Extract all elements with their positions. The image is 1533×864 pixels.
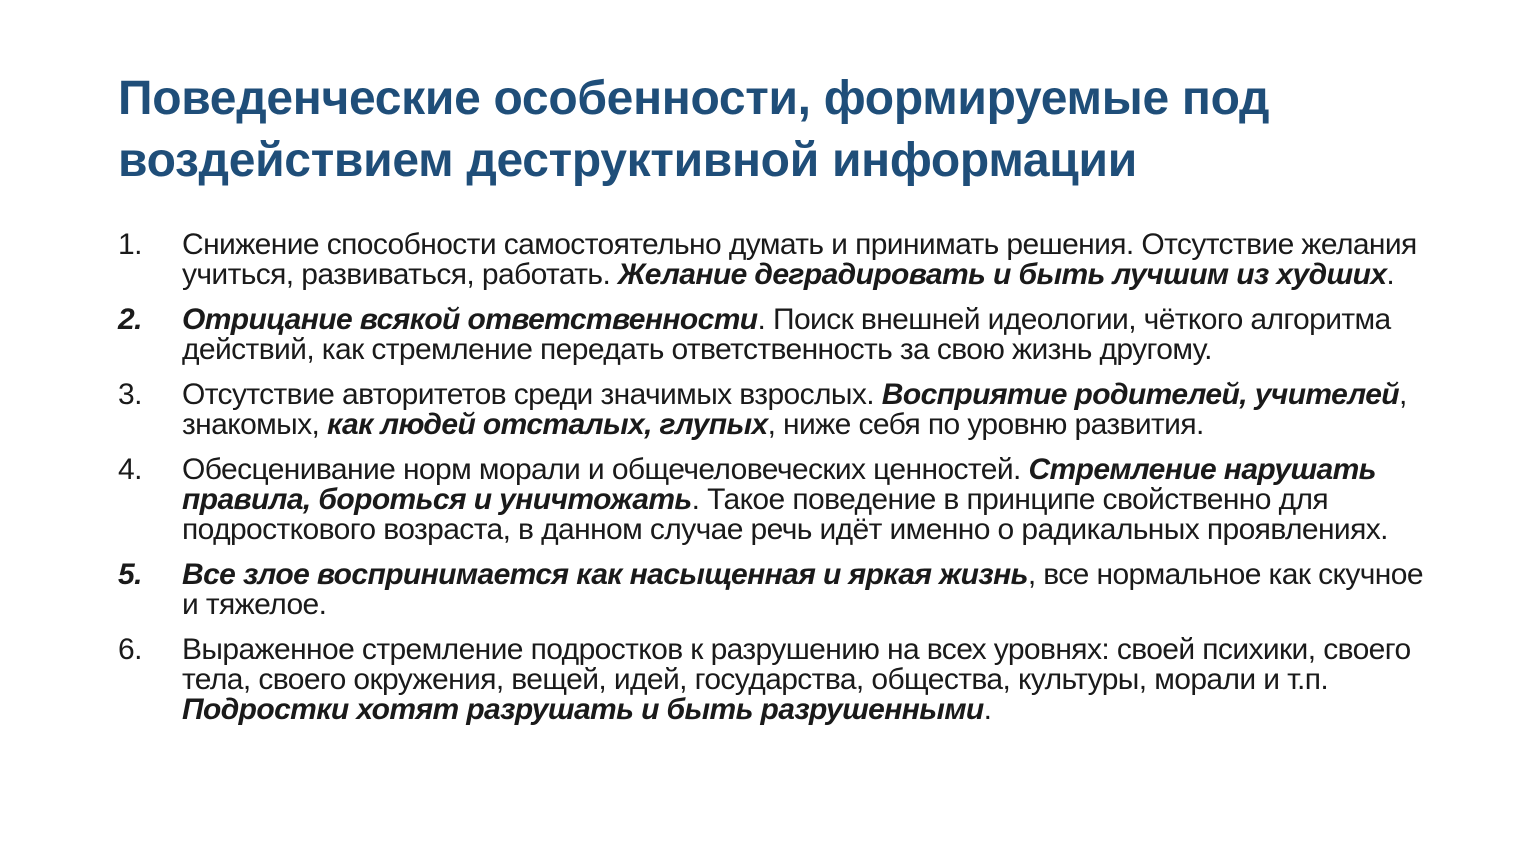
list-item-4 xyxy=(118,455,1438,545)
list-item-text xyxy=(182,230,1438,290)
list-item-6 xyxy=(118,635,1438,725)
list-item-text xyxy=(182,305,1438,365)
slide-title-line-2: воздействием деструктивной информации xyxy=(118,134,1137,187)
emphasis-run: Восприятие родителей, учителей xyxy=(881,378,1400,411)
slide-title xyxy=(118,68,1448,192)
list-item-number: 2. xyxy=(118,303,142,336)
text-run: Выраженное стремление подростков к разрушению на всех уровнях: своей психики, своего тела, своего окружения, вещей, идей, государства, общества, культуры, морали и т.п. xyxy=(182,633,1411,696)
list-item-number: 1. xyxy=(118,228,142,261)
text-run: , все нормальное как скучное и тяжелое. xyxy=(182,558,1423,621)
emphasis-run: Стремление нарушать правила, бороться и уничтожать xyxy=(182,453,1376,516)
emphasis-run: Все злое воспринимается как насыщенная и яркая жизнь xyxy=(182,558,1028,591)
slide-title-line-1: Поведенческие особенности, формируемые под xyxy=(118,72,1270,125)
list-item-text xyxy=(182,380,1438,440)
emphasis-run: как людей отсталых, глупых xyxy=(327,408,768,441)
list-item-number: 3. xyxy=(118,378,142,411)
behavior-list xyxy=(118,230,1438,725)
list-item-text xyxy=(182,635,1438,725)
emphasis-run: Желание деградировать и быть лучшим из худших xyxy=(617,258,1387,291)
list-item-text xyxy=(182,455,1438,545)
text-run: , ниже себя по уровню развития. xyxy=(767,408,1204,441)
text-run: . xyxy=(983,693,992,726)
list-item-2 xyxy=(118,305,1438,365)
list-item-5 xyxy=(118,560,1438,620)
list-item-number: 5. xyxy=(118,558,142,591)
emphasis-run: Подростки хотят разрушать и быть разрушенными xyxy=(182,693,984,726)
text-run: Снижение способности самостоятельно думать и принимать решения. Отсутствие желания учиться, развиваться, работать. xyxy=(182,228,1417,291)
emphasis-run: Отрицание всякой ответственности xyxy=(182,303,758,336)
list-item-number: 6. xyxy=(118,633,142,666)
text-run: , знакомых, xyxy=(182,378,1407,441)
text-run: Обесценивание норм морали и общечеловеческих ценностей. xyxy=(182,453,1029,486)
list-item-1 xyxy=(118,230,1438,290)
text-run: . Такое поведение в принципе свойственно для подросткового возраста, в данном случае речь идёт именно о радикальных проявлениях. xyxy=(182,483,1388,546)
text-run: Отсутствие авторитетов среди значимых взрослых. xyxy=(182,378,882,411)
text-run: . xyxy=(1386,258,1395,291)
list-item-3 xyxy=(118,380,1438,440)
list-item-number: 4. xyxy=(118,453,142,486)
text-run: . Поиск внешней идеологии, чёткого алгоритма действий, как стремление передать ответственность за свою жизнь другому. xyxy=(182,303,1391,366)
list-item-text xyxy=(182,560,1438,620)
